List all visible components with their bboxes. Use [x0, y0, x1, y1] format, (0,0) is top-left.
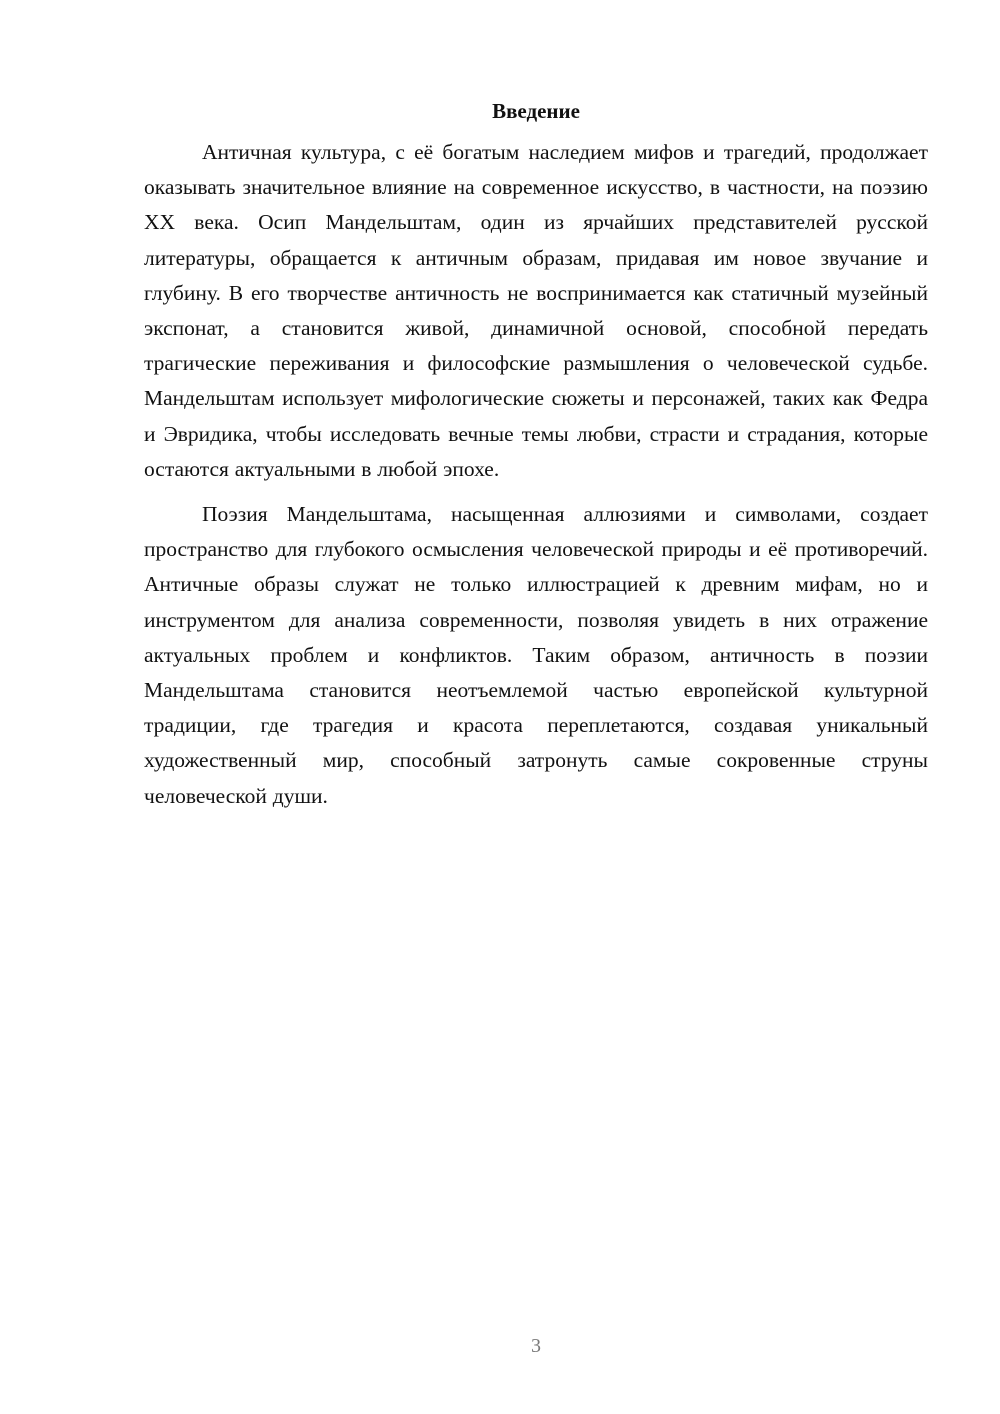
body-paragraph-1: Античная культура, с её богатым наследием мифов и трагедий, продолжает оказывать значительное влияние на современное искусство, в частности, на поэзию XX века. Осип Мандельштам, один из ярчайших представителей русской литературы, обращается к античным образам, придавая им новое звучание и глубину. В его творчестве античность не воспринимается как статичный музейный экспонат, а становится живой, динамичной основой, способной передать трагические переживания и философские размышления о человеческой судьбе. Мандельштам использует мифологические сюжеты и персонажей, таких как Федра и Эвридика, чтобы исследовать вечные темы любви, страсти и страдания, которые остаются актуальными в любой эпохе. [144, 140, 928, 481]
page-title: Введение [492, 99, 580, 123]
body-paragraph-2: Поэзия Мандельштама, насыщенная аллюзиями и символами, создает пространство для глубокого осмысления человеческой природы и её противоречий. Античные образы служат не только иллюстрацией к древним мифам, но и инструментом для анализа современности, позволяя увидеть в них отражение актуальных проблем и конфликтов. Таким образом, античность в поэзии Мандельштама становится неотъемлемой частью европейской культурной традиции, где трагедия и красота переплетаются, создавая уникальный художественный мир, способный затронуть самые сокровенные струны человеческой души. [144, 502, 928, 808]
page-content [144, 96, 928, 814]
page-number: 3 [531, 1335, 541, 1357]
